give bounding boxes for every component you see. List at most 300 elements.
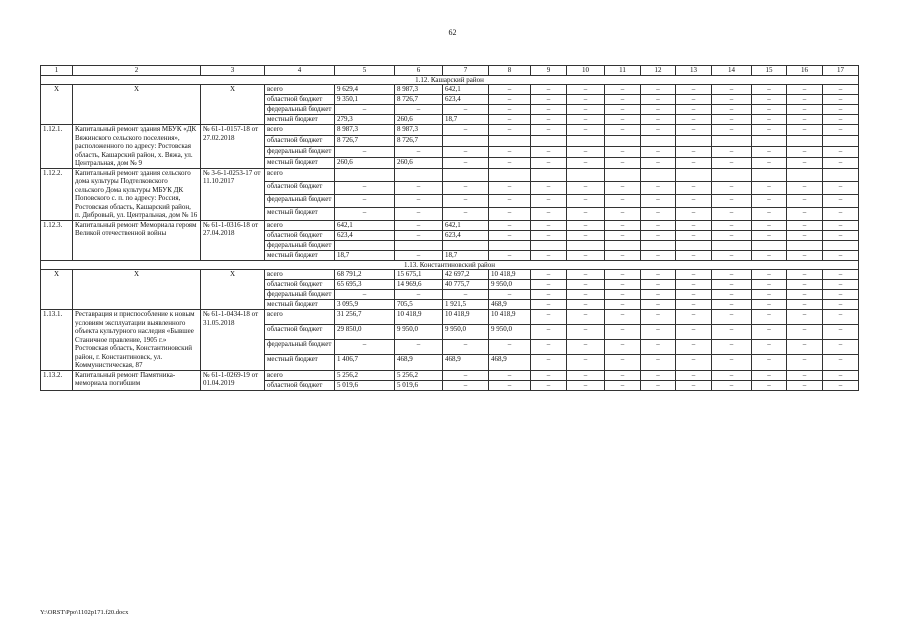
value-cell: 623,4: [443, 230, 489, 240]
value-cell: –: [443, 340, 489, 355]
value-cell: 10 418,9: [443, 310, 489, 325]
value-cell: –: [787, 290, 823, 300]
value-cell: –: [823, 370, 859, 380]
column-number: 16: [787, 66, 823, 76]
column-number: 5: [335, 66, 395, 76]
value-cell: –: [395, 194, 443, 207]
funding-source-label: всего: [265, 168, 335, 181]
value-cell: –: [567, 115, 605, 125]
value-cell: [641, 135, 676, 146]
value-cell: –: [712, 230, 752, 240]
value-cell: –: [605, 280, 641, 290]
object-name: Капитальный ремонт здания МБУК «ДК Вяжинского сельского поселения», расположенного по адресу: Ростовская область, Кашарский район, х. Вяжа, ул. Центральная, дом № 9: [73, 125, 201, 169]
value-cell: 3 095,9: [335, 300, 395, 310]
value-cell: 10 418,9: [489, 270, 531, 280]
funding-source-label: областной бюджет: [265, 280, 335, 290]
value-cell: –: [787, 85, 823, 95]
value-cell: –: [531, 105, 567, 115]
section-row: [41, 260, 859, 270]
value-cell: –: [567, 300, 605, 310]
table-row: [41, 310, 859, 325]
value-cell: [335, 168, 395, 181]
value-cell: [676, 168, 712, 181]
value-cell: –: [712, 300, 752, 310]
funding-source-label: всего: [265, 220, 335, 230]
value-cell: –: [489, 194, 531, 207]
value-cell: 29 850,0: [335, 325, 395, 340]
table-row: [41, 370, 859, 380]
document-number: № 61-1-0269-19 от 01.04.2019: [201, 370, 265, 390]
value-cell: –: [567, 85, 605, 95]
value-cell: [443, 240, 489, 250]
item-number: 1.13.1.: [41, 310, 73, 371]
value-cell: [787, 135, 823, 146]
value-cell: –: [489, 220, 531, 230]
value-cell: –: [531, 207, 567, 220]
value-cell: [531, 135, 567, 146]
value-cell: –: [752, 340, 787, 355]
funding-source-label: областной бюджет: [265, 230, 335, 240]
column-number: 1: [41, 66, 73, 76]
value-cell: [443, 135, 489, 146]
value-cell: 9 950,0: [395, 325, 443, 340]
value-cell: –: [712, 115, 752, 125]
value-cell: –: [787, 310, 823, 325]
value-cell: –: [567, 181, 605, 194]
value-cell: 18,7: [335, 250, 395, 260]
value-cell: 8 987,3: [395, 85, 443, 95]
column-number: 14: [712, 66, 752, 76]
value-cell: –: [712, 280, 752, 290]
value-cell: –: [567, 270, 605, 280]
value-cell: 642,1: [443, 85, 489, 95]
value-cell: –: [335, 194, 395, 207]
value-cell: –: [443, 370, 489, 380]
value-cell: –: [676, 270, 712, 280]
funding-source-label: областной бюджет: [265, 380, 335, 390]
value-cell: –: [752, 250, 787, 260]
value-cell: [489, 135, 531, 146]
value-cell: –: [531, 181, 567, 194]
value-cell: –: [531, 270, 567, 280]
value-cell: –: [676, 125, 712, 136]
value-cell: –: [712, 355, 752, 370]
value-cell: –: [787, 95, 823, 105]
value-cell: –: [489, 146, 531, 157]
value-cell: –: [712, 207, 752, 220]
value-cell: –: [531, 290, 567, 300]
document-number: X: [201, 270, 265, 310]
value-cell: –: [605, 194, 641, 207]
table-row: [41, 125, 859, 136]
value-cell: [752, 168, 787, 181]
value-cell: –: [489, 290, 531, 300]
value-cell: [605, 240, 641, 250]
value-cell: –: [823, 181, 859, 194]
value-cell: –: [605, 355, 641, 370]
value-cell: –: [823, 85, 859, 95]
value-cell: –: [823, 220, 859, 230]
funding-source-label: федеральный бюджет: [265, 240, 335, 250]
value-cell: –: [395, 146, 443, 157]
value-cell: 1 921,5: [443, 300, 489, 310]
value-cell: –: [531, 146, 567, 157]
funding-source-label: местный бюджет: [265, 115, 335, 125]
value-cell: –: [605, 146, 641, 157]
value-cell: –: [567, 230, 605, 240]
value-cell: 9 950,0: [489, 325, 531, 340]
value-cell: –: [531, 194, 567, 207]
value-cell: 642,1: [335, 220, 395, 230]
value-cell: –: [823, 115, 859, 125]
value-cell: –: [823, 355, 859, 370]
value-cell: 1 406,7: [335, 355, 395, 370]
value-cell: –: [567, 105, 605, 115]
value-cell: –: [823, 250, 859, 260]
value-cell: –: [676, 325, 712, 340]
value-cell: –: [823, 270, 859, 280]
value-cell: –: [531, 220, 567, 230]
value-cell: –: [823, 125, 859, 136]
value-cell: 40 775,7: [443, 280, 489, 290]
value-cell: –: [641, 125, 676, 136]
value-cell: –: [641, 207, 676, 220]
funding-source-label: областной бюджет: [265, 135, 335, 146]
value-cell: –: [787, 181, 823, 194]
value-cell: [531, 168, 567, 181]
value-cell: [752, 240, 787, 250]
table-row: [41, 270, 859, 280]
funding-source-label: местный бюджет: [265, 157, 335, 168]
funding-source-label: местный бюджет: [265, 207, 335, 220]
value-cell: –: [787, 355, 823, 370]
value-cell: –: [752, 280, 787, 290]
value-cell: 31 256,7: [335, 310, 395, 325]
column-number: 11: [605, 66, 641, 76]
document-number: № 61-1-0316-18 от 27.04.2018: [201, 220, 265, 260]
value-cell: 705,5: [395, 300, 443, 310]
value-cell: –: [752, 380, 787, 390]
value-cell: –: [641, 370, 676, 380]
value-cell: –: [823, 310, 859, 325]
value-cell: –: [335, 207, 395, 220]
item-number: 1.12.2.: [41, 168, 73, 220]
value-cell: –: [712, 181, 752, 194]
value-cell: –: [531, 157, 567, 168]
value-cell: –: [676, 355, 712, 370]
value-cell: –: [676, 85, 712, 95]
value-cell: –: [787, 370, 823, 380]
value-cell: [676, 240, 712, 250]
value-cell: 8 987,3: [395, 125, 443, 136]
value-cell: –: [567, 355, 605, 370]
value-cell: –: [641, 380, 676, 390]
value-cell: –: [787, 220, 823, 230]
value-cell: –: [605, 105, 641, 115]
value-cell: –: [712, 220, 752, 230]
value-cell: –: [641, 194, 676, 207]
funding-source-label: федеральный бюджет: [265, 146, 335, 157]
value-cell: –: [787, 207, 823, 220]
value-cell: –: [641, 310, 676, 325]
funding-source-label: федеральный бюджет: [265, 105, 335, 115]
value-cell: –: [567, 290, 605, 300]
value-cell: –: [823, 340, 859, 355]
column-number: 7: [443, 66, 489, 76]
value-cell: –: [712, 157, 752, 168]
value-cell: –: [567, 380, 605, 390]
funding-source-label: всего: [265, 310, 335, 325]
value-cell: –: [676, 207, 712, 220]
value-cell: 9 950,0: [489, 280, 531, 290]
value-cell: –: [605, 181, 641, 194]
value-cell: –: [787, 380, 823, 390]
value-cell: 623,4: [443, 95, 489, 105]
value-cell: –: [641, 157, 676, 168]
value-cell: –: [787, 230, 823, 240]
value-cell: 68 791,2: [335, 270, 395, 280]
value-cell: 8 987,3: [335, 125, 395, 136]
value-cell: 9 629,4: [335, 85, 395, 95]
value-cell: –: [567, 340, 605, 355]
value-cell: –: [641, 270, 676, 280]
value-cell: –: [395, 340, 443, 355]
value-cell: –: [641, 95, 676, 105]
value-cell: –: [531, 85, 567, 95]
item-number: 1.12.3.: [41, 220, 73, 260]
value-cell: –: [712, 85, 752, 95]
funding-source-label: всего: [265, 370, 335, 380]
table-row: [41, 168, 859, 181]
value-cell: –: [787, 194, 823, 207]
value-cell: –: [787, 270, 823, 280]
value-cell: 9 350,1: [335, 95, 395, 105]
value-cell: –: [489, 230, 531, 240]
value-cell: –: [641, 115, 676, 125]
value-cell: –: [823, 280, 859, 290]
value-cell: –: [531, 340, 567, 355]
value-cell: 8 726,7: [395, 95, 443, 105]
value-cell: 5 256,2: [395, 370, 443, 380]
value-cell: –: [605, 95, 641, 105]
column-number: 13: [676, 66, 712, 76]
value-cell: 65 695,3: [335, 280, 395, 290]
value-cell: –: [676, 370, 712, 380]
value-cell: –: [712, 340, 752, 355]
value-cell: –: [335, 146, 395, 157]
value-cell: –: [443, 181, 489, 194]
funding-source-label: федеральный бюджет: [265, 194, 335, 207]
value-cell: 18,7: [443, 115, 489, 125]
value-cell: –: [443, 125, 489, 136]
value-cell: [605, 135, 641, 146]
value-cell: –: [443, 194, 489, 207]
value-cell: [531, 240, 567, 250]
value-cell: –: [489, 340, 531, 355]
value-cell: –: [787, 157, 823, 168]
value-cell: –: [531, 325, 567, 340]
value-cell: –: [641, 181, 676, 194]
value-cell: –: [443, 380, 489, 390]
value-cell: –: [641, 230, 676, 240]
value-cell: 10 418,9: [395, 310, 443, 325]
value-cell: –: [676, 157, 712, 168]
value-cell: –: [605, 250, 641, 260]
file-path-footer: Y:\ORST\Ppo\1102p171.f20.docx: [40, 609, 129, 616]
value-cell: –: [752, 207, 787, 220]
value-cell: 468,9: [395, 355, 443, 370]
value-cell: –: [605, 207, 641, 220]
value-cell: –: [712, 380, 752, 390]
value-cell: –: [752, 115, 787, 125]
value-cell: –: [787, 105, 823, 115]
value-cell: 468,9: [489, 300, 531, 310]
value-cell: –: [489, 115, 531, 125]
value-cell: –: [395, 230, 443, 240]
value-cell: –: [823, 95, 859, 105]
value-cell: –: [335, 181, 395, 194]
value-cell: –: [641, 290, 676, 300]
value-cell: [567, 240, 605, 250]
value-cell: –: [605, 325, 641, 340]
value-cell: 5 019,6: [335, 380, 395, 390]
value-cell: –: [787, 125, 823, 136]
value-cell: [489, 240, 531, 250]
value-cell: [787, 240, 823, 250]
value-cell: –: [787, 340, 823, 355]
value-cell: –: [787, 250, 823, 260]
document-number: № 3-6-1-0253-17 от 11.10.2017: [201, 168, 265, 220]
value-cell: –: [605, 370, 641, 380]
value-cell: [641, 168, 676, 181]
value-cell: –: [752, 220, 787, 230]
value-cell: –: [605, 157, 641, 168]
value-cell: –: [443, 157, 489, 168]
value-cell: –: [641, 250, 676, 260]
value-cell: –: [752, 146, 787, 157]
value-cell: –: [567, 207, 605, 220]
value-cell: –: [641, 325, 676, 340]
value-cell: 8 726,7: [395, 135, 443, 146]
column-number: 15: [752, 66, 787, 76]
value-cell: –: [567, 310, 605, 325]
object-name: Капитальный ремонт здания сельского дома культуры Подтелковского сельского Дома культуры МБУК ДК Поповского с. п. по адресу: Россия, Ростовская область, Кашарский район, п. Дибровый, ул. Центральная, дом № 16: [73, 168, 201, 220]
value-cell: –: [823, 105, 859, 115]
value-cell: 42 697,2: [443, 270, 489, 280]
value-cell: –: [489, 95, 531, 105]
value-cell: –: [395, 181, 443, 194]
value-cell: [712, 240, 752, 250]
value-cell: [443, 168, 489, 181]
value-cell: –: [752, 355, 787, 370]
value-cell: –: [712, 310, 752, 325]
value-cell: [787, 168, 823, 181]
value-cell: –: [823, 207, 859, 220]
value-cell: –: [752, 125, 787, 136]
value-cell: [335, 240, 395, 250]
value-cell: –: [531, 280, 567, 290]
value-cell: –: [823, 146, 859, 157]
value-cell: 18,7: [443, 250, 489, 260]
object-name: Капитальный ремонт Мемориала героям Великой отечественной войны: [73, 220, 201, 260]
item-number: 1.13.2.: [41, 370, 73, 390]
section-title: 1.12. Кашарский район: [41, 75, 859, 85]
object-name: Реставрация и приспособление к новым условиям эксплуатации выявленного объекта культурного наследия «Бывшее Станичное правление, 1905 г.» Ростовская область, Константиновский район, г. Константиновск, ул. Коммунистическая, 87: [73, 310, 201, 371]
value-cell: [823, 168, 859, 181]
value-cell: –: [531, 380, 567, 390]
value-cell: –: [567, 125, 605, 136]
document-number: X: [201, 85, 265, 125]
value-cell: –: [676, 310, 712, 325]
document-number: № 61-1-0434-18 от 31.05.2018: [201, 310, 265, 371]
funding-source-label: областной бюджет: [265, 181, 335, 194]
value-cell: 15 675,1: [395, 270, 443, 280]
value-cell: –: [752, 230, 787, 240]
value-cell: –: [395, 290, 443, 300]
value-cell: 623,4: [335, 230, 395, 240]
column-number: 4: [265, 66, 335, 76]
funding-source-label: местный бюджет: [265, 300, 335, 310]
value-cell: 8 726,7: [335, 135, 395, 146]
column-number: 8: [489, 66, 531, 76]
funding-source-label: всего: [265, 270, 335, 280]
value-cell: –: [605, 340, 641, 355]
value-cell: –: [489, 157, 531, 168]
value-cell: –: [531, 125, 567, 136]
value-cell: –: [712, 325, 752, 340]
value-cell: –: [531, 95, 567, 105]
value-cell: –: [605, 310, 641, 325]
value-cell: –: [752, 181, 787, 194]
value-cell: –: [489, 207, 531, 220]
value-cell: –: [823, 380, 859, 390]
value-cell: [605, 168, 641, 181]
value-cell: [823, 240, 859, 250]
value-cell: 5 256,2: [335, 370, 395, 380]
value-cell: –: [531, 115, 567, 125]
value-cell: 5 019,6: [395, 380, 443, 390]
value-cell: –: [752, 85, 787, 95]
funding-source-label: местный бюджет: [265, 355, 335, 370]
value-cell: [489, 168, 531, 181]
funding-source-label: областной бюджет: [265, 325, 335, 340]
value-cell: –: [335, 290, 395, 300]
value-cell: –: [712, 194, 752, 207]
value-cell: –: [752, 310, 787, 325]
value-cell: –: [567, 146, 605, 157]
value-cell: –: [712, 146, 752, 157]
value-cell: 468,9: [489, 355, 531, 370]
value-cell: –: [676, 300, 712, 310]
value-cell: –: [395, 250, 443, 260]
value-cell: –: [641, 300, 676, 310]
value-cell: –: [641, 220, 676, 230]
value-cell: 260,6: [395, 115, 443, 125]
value-cell: –: [443, 290, 489, 300]
value-cell: –: [712, 370, 752, 380]
funding-source-label: федеральный бюджет: [265, 340, 335, 355]
funding-source-label: федеральный бюджет: [265, 290, 335, 300]
value-cell: [395, 240, 443, 250]
value-cell: [823, 135, 859, 146]
value-cell: –: [489, 380, 531, 390]
value-cell: –: [489, 250, 531, 260]
value-cell: –: [752, 194, 787, 207]
value-cell: –: [676, 280, 712, 290]
value-cell: –: [395, 207, 443, 220]
value-cell: [712, 168, 752, 181]
value-cell: –: [567, 157, 605, 168]
